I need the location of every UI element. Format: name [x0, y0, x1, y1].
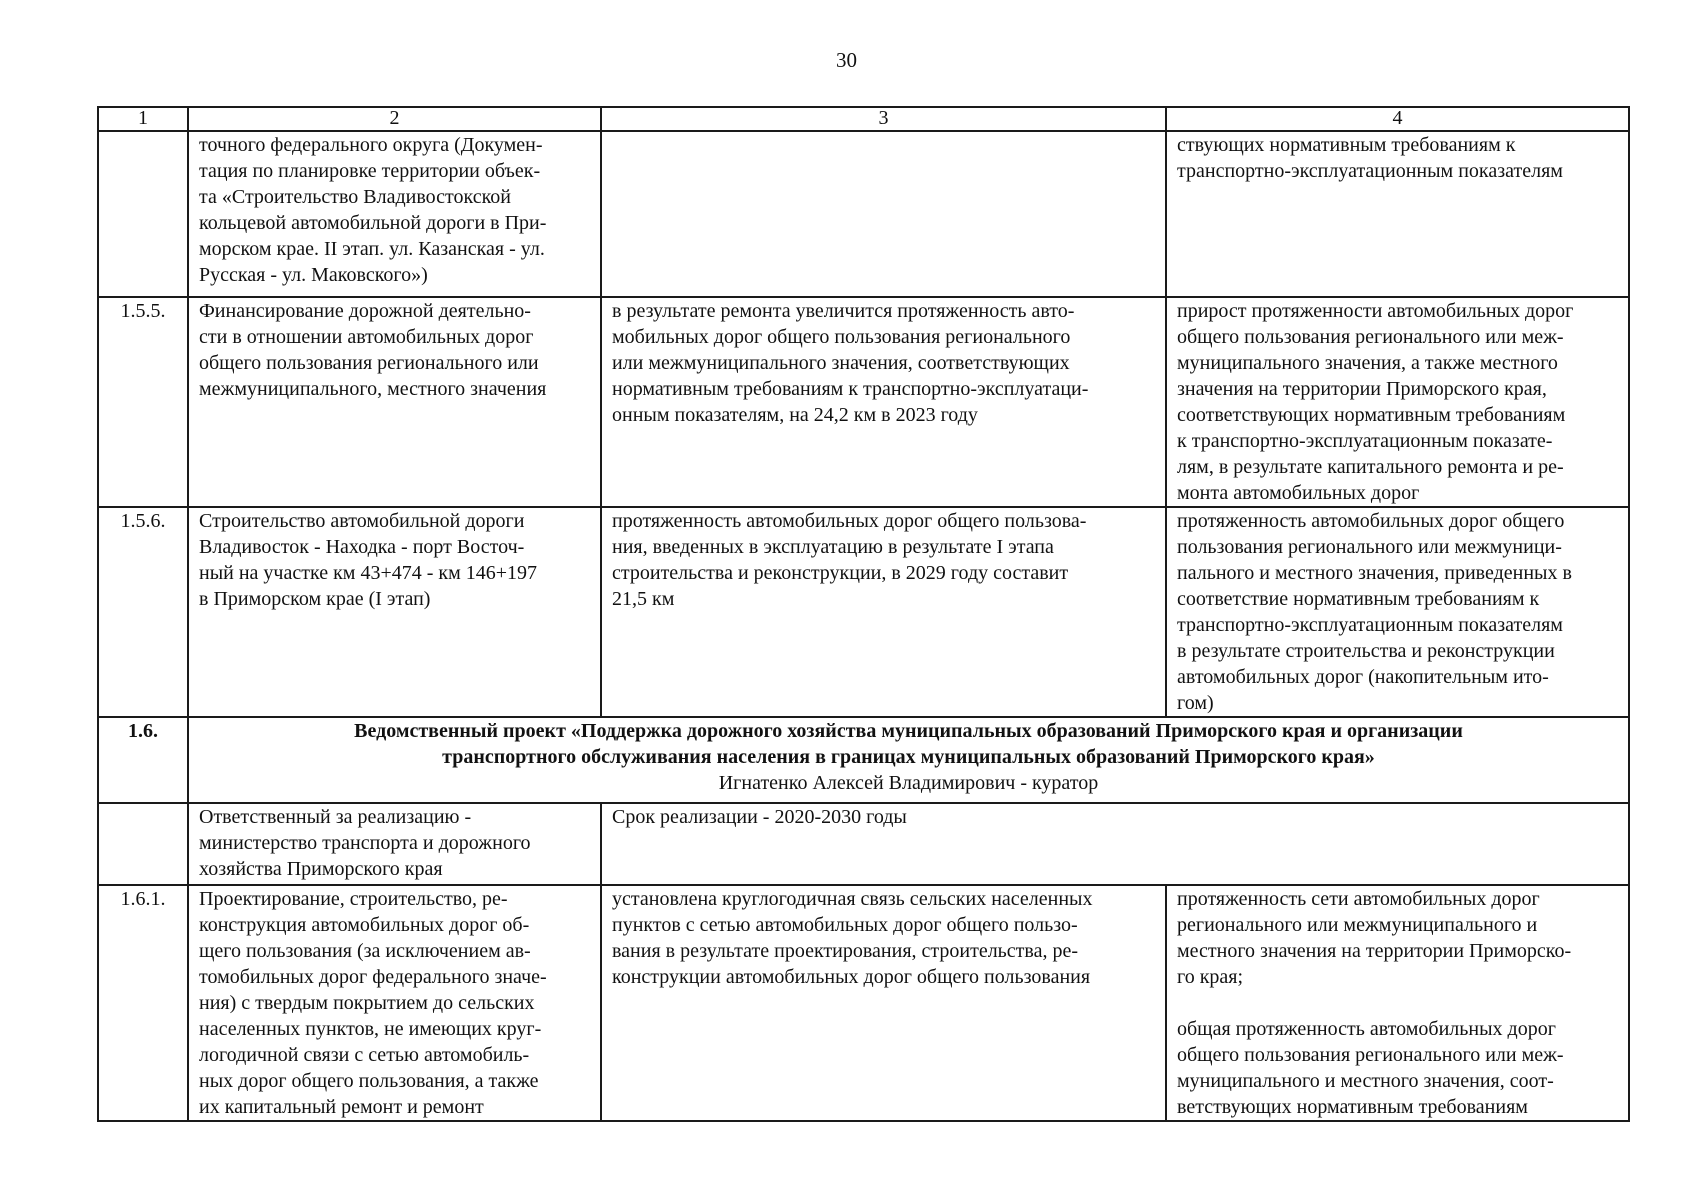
- row-indicator: [1166, 297, 1629, 507]
- column-header: 2: [188, 107, 601, 131]
- column-header: 4: [1166, 107, 1629, 131]
- row-description-text: точного федерального округа (Докумен- тация по планировке территории объек- та «Строительство Владивостокской кольцевой автомобильной дороги в При- морском крае. II этап. ул. Казанская - ул. Русская - ул. Маковского»): [199, 134, 547, 286]
- section-row: [98, 717, 1629, 803]
- row-number: [98, 131, 188, 297]
- responsible-row: [98, 803, 1629, 885]
- row-description: [188, 507, 601, 717]
- table-row: [98, 131, 1629, 297]
- row-indicator: [1166, 131, 1629, 297]
- program-table: [97, 106, 1630, 1122]
- row-result-text: протяженность автомобильных дорог общего пользова- ния, введенных в эксплуатацию в результате I этапа строительства и реконструкции, в 2029 году составит 21,5 км: [612, 510, 1087, 610]
- row-result: [601, 131, 1166, 297]
- table-row: [98, 507, 1629, 717]
- table-row: [98, 885, 1629, 1121]
- section-number: 1.6.: [98, 717, 188, 803]
- empty-cell: [98, 803, 188, 885]
- responsible-cell: [188, 803, 601, 885]
- column-header: 1: [98, 107, 188, 131]
- responsible-text: Ответственный за реализацию - министерство транспорта и дорожного хозяйства Приморского края: [199, 806, 531, 880]
- row-description-text: Проектирование, строительство, ре- конструкция автомобильных дорог об- щего пользования (за исключением ав- томобильных дорог федерального значе- ния) с твердым покрытием до сельских населенных пунктов, не имеющих круг- логодичной связи с сетью автомобиль- ных дорог общего пользования, а также их капитальный ремонт и ремонт: [199, 888, 547, 1118]
- row-result-text: установлена круглогодичная связь сельских населенных пунктов с сетью автомобильных дорог общего пользо- вания в результате проектирования, строительства, ре- конструкции автомобильных дорог общего пользования: [612, 888, 1093, 988]
- row-result: [601, 297, 1166, 507]
- section-heading: [188, 717, 1629, 803]
- row-result: [601, 507, 1166, 717]
- section-title: Ведомственный проект «Поддержка дорожного хозяйства муниципальных образований Приморского края и организации транспортного обслуживания населения в границах муниципальных образований Приморского края»: [354, 720, 1463, 768]
- row-indicator-text: протяженность сети автомобильных дорог регионального или межмуниципального и местного значения на территории Приморско- го края;: [1177, 888, 1572, 988]
- row-description-text: Финансирование дорожной деятельно- сти в отношении автомобильных дорог общего пользования регионального или межмуниципального, местного значения: [199, 300, 547, 400]
- row-indicator: [1166, 885, 1629, 1121]
- row-indicator-text: прирост протяженности автомобильных дорог общего пользования регионального или меж- муниципального значения, а также местного значения на территории Приморского края, соответствующих нормативным требованиям к транспортно-эксплуатационным показате- лям, в результате капитального ремонта и ре- монта автомобильных дорог: [1177, 300, 1574, 504]
- paragraph-gap: [1177, 990, 1618, 1016]
- column-header: 3: [601, 107, 1166, 131]
- row-number: 1.5.5.: [98, 297, 188, 507]
- section-curator: Игнатенко Алексей Владимирович - куратор: [718, 772, 1099, 794]
- row-description-text: Строительство автомобильной дороги Владивосток - Находка - порт Восточ- ный на участке км 43+474 - км 146+197 в Приморском крае (I этап): [199, 510, 538, 610]
- row-description: [188, 885, 601, 1121]
- row-number: 1.6.1.: [98, 885, 188, 1121]
- row-result-text: в результате ремонта увеличится протяженность авто- мобильных дорог общего пользования регионального или межмуниципального значения, соответствующих нормативным требованиям к транспортно-эксплуатаци- онным показателям, на 24,2 км в 2023 году: [612, 300, 1089, 426]
- row-description: [188, 131, 601, 297]
- row-indicator: [1166, 507, 1629, 717]
- row-number: 1.5.6.: [98, 507, 188, 717]
- term-cell: [601, 803, 1629, 885]
- row-result: [601, 885, 1166, 1121]
- page-number: 30: [836, 48, 857, 72]
- row-description: [188, 297, 601, 507]
- row-indicator-text: ствующих нормативным требованиям к транспортно-эксплуатационным показателям: [1177, 134, 1563, 182]
- term-text: Срок реализации - 2020-2030 годы: [612, 806, 907, 828]
- table-row: [98, 297, 1629, 507]
- table-header-row: [98, 107, 1629, 131]
- row-indicator-text: протяженность автомобильных дорог общего пользования регионального или межмуници- пального и местного значения, приведенных в соответствие нормативным требованиям к транспортно-эксплуатационным показателям в результате строительства и реконструкции автомобильных дорог (накопительным ито- гом): [1177, 510, 1572, 714]
- row-indicator-text: общая протяженность автомобильных дорог общего пользования регионального или меж- муниципального и местного значения, соот- ветствующих нормативным требованиям: [1177, 1018, 1564, 1118]
